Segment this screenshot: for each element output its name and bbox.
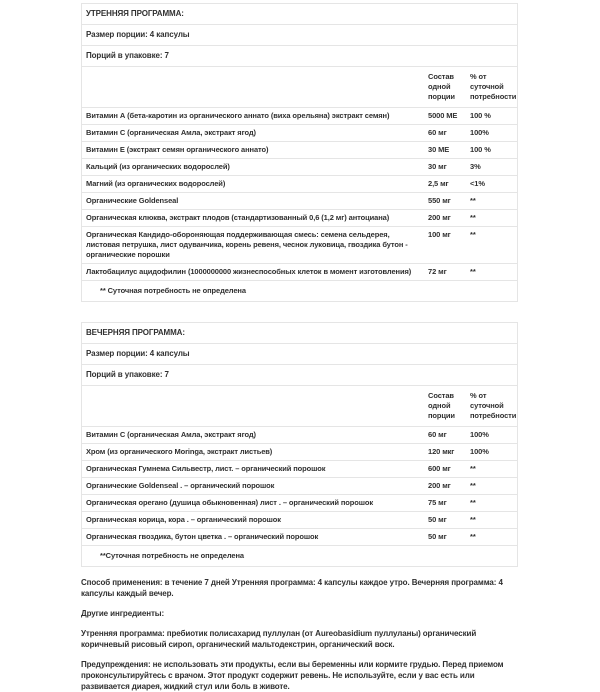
ingredient-daily-value: ** [470, 498, 476, 507]
ingredient-daily-value: 100% [470, 430, 489, 439]
program-title: ВЕЧЕРНЯЯ ПРОГРАММА: [86, 328, 185, 337]
ingredient-name: Органические Goldenseal . – органический порошок [86, 481, 275, 490]
servings-per-pack: Порций в упаковке: 7 [86, 370, 169, 379]
column-header-spacer [82, 386, 428, 426]
ingredient-row [82, 108, 517, 125]
ingredient-daily-value: ** [470, 196, 476, 205]
servings-per-pack: Порций в упаковке: 7 [86, 51, 169, 60]
column-header-row [82, 67, 517, 108]
footnote-row [82, 546, 517, 567]
ingredient-amount: 200 мг [428, 213, 451, 222]
ingredient-name: Органическая клюква, экстракт плодов (стандартизованный 0,6 (1,2 мг) антоциана) [86, 213, 390, 222]
program-title-row [82, 4, 517, 25]
ingredient-amount: 200 мг [428, 481, 451, 490]
ingredient-daily-value: 3% [470, 162, 481, 171]
ingredient-amount: 50 мг [428, 532, 447, 541]
other-ingredients-text: Утренняя программа: пребиотик полисахарид пуллулан (от Aureobasidium пуллуланы) органический коричневый рисовый сироп, органический мальтодекстрин, органический воск. [81, 629, 477, 649]
ingredient-daily-value: 100% [470, 447, 489, 456]
column-header-amount: Состав одной порции [428, 72, 455, 101]
column-header-daily-value: % от суточной потребности [470, 391, 517, 420]
ingredient-row [82, 444, 517, 461]
ingredient-name: Органические Goldenseal [86, 196, 179, 205]
ingredient-daily-value: 100 % [470, 145, 491, 154]
usage-directions: Способ применения: в течение 7 дней Утренняя программа: 4 капсулы каждое утро. Вечерняя программа: 4 капсулы каждый вечер. [81, 578, 503, 598]
daily-value-footnote: **Суточная потребность не определена [100, 551, 244, 560]
morning-ingredient-rows [82, 108, 517, 281]
daily-value-footnote: ** Суточная потребность не определена [100, 286, 246, 295]
ingredient-name: Хром (из органического Moringa, экстракт листьев) [86, 447, 273, 456]
ingredient-amount: 5000 МЕ [428, 111, 458, 120]
serving-size: Размер порции: 4 капсулы [86, 349, 190, 358]
program-title-row [82, 323, 517, 344]
column-header-amount: Состав одной порции [428, 391, 455, 420]
ingredient-amount: 550 мг [428, 196, 451, 205]
ingredient-daily-value: ** [470, 515, 476, 524]
ingredient-daily-value: ** [470, 213, 476, 222]
ingredient-amount: 30 МЕ [428, 145, 450, 154]
ingredient-daily-value: ** [470, 267, 476, 276]
ingredient-name: Кальций (из органических водорослей) [86, 162, 230, 171]
ingredient-amount: 60 мг [428, 128, 447, 137]
column-header-daily-value: % от суточной потребности [470, 72, 517, 101]
column-header-row [82, 386, 517, 427]
label-footer [81, 577, 518, 692]
ingredient-row [82, 427, 517, 444]
ingredient-row [82, 193, 517, 210]
ingredient-amount: 60 мг [428, 430, 447, 439]
ingredient-name: Органическая Кандидо-обороняющая поддерживающая смесь: семена сельдерея, листовая петрушка, лист одуванчика, корень ревеня, чеснок луковица, гвоздика бутон - органические порошки [86, 230, 408, 259]
ingredient-name: Магний (из органических водорослей) [86, 179, 226, 188]
ingredient-row [82, 227, 517, 264]
ingredient-row [82, 176, 517, 193]
ingredient-name: Органическая орегано (душица обыкновенная) лист . – органический порошок [86, 498, 373, 507]
serving-size-row [82, 344, 517, 365]
ingredient-name: Витамин Е (экстракт семян органического аннато) [86, 145, 269, 154]
ingredient-amount: 100 мг [428, 230, 451, 239]
table-gap [81, 302, 518, 322]
column-header-spacer [82, 67, 428, 107]
program-title: УТРЕННЯЯ ПРОГРАММА: [86, 9, 184, 18]
ingredient-name: Витамин А (бета-каротин из органического аннато (виха орельяна) экстракт семян) [86, 111, 390, 120]
evening-program-table [81, 322, 518, 567]
ingredient-amount: 75 мг [428, 498, 447, 507]
ingredient-row [82, 461, 517, 478]
serving-size: Размер порции: 4 капсулы [86, 30, 190, 39]
ingredient-name: Витамин С (органическая Амла, экстракт ягод) [86, 430, 256, 439]
ingredient-row [82, 159, 517, 176]
ingredient-daily-value: ** [470, 532, 476, 541]
ingredient-row [82, 125, 517, 142]
ingredient-row [82, 478, 517, 495]
footnote-row [82, 281, 517, 302]
ingredient-amount: 50 мг [428, 515, 447, 524]
ingredient-daily-value: ** [470, 481, 476, 490]
ingredient-daily-value: 100% [470, 128, 489, 137]
ingredient-row [82, 264, 517, 281]
ingredient-row [82, 512, 517, 529]
ingredient-name: Органическая корица, кора . – органический порошок [86, 515, 281, 524]
ingredient-row [82, 529, 517, 546]
warnings-text: Предупреждения: не использовать эти продукты, если вы беременны или кормите грудью. Перед приемом проконсультируйтесь с врачом. Этот продукт содержит ревень. Не используйте, если у вас есть или развивается диарея, жидкий стул или боль в животе. [81, 660, 504, 691]
ingredient-daily-value: 100 % [470, 111, 491, 120]
ingredient-amount: 72 мг [428, 267, 447, 276]
ingredient-daily-value: <1% [470, 179, 485, 188]
ingredient-daily-value: ** [470, 230, 476, 239]
serving-size-row [82, 25, 517, 46]
ingredient-name: Витамин С (органическая Амла, экстракт ягод) [86, 128, 256, 137]
ingredient-name: Органическая гвоздика, бутон цветка . – органический порошок [86, 532, 319, 541]
morning-program-table [81, 3, 518, 302]
ingredient-amount: 30 мг [428, 162, 447, 171]
evening-ingredient-rows [82, 427, 517, 546]
ingredient-daily-value: ** [470, 464, 476, 473]
servings-per-pack-row [82, 365, 517, 386]
ingredient-amount: 120 мкг [428, 447, 455, 456]
ingredient-row [82, 142, 517, 159]
ingredient-name: Лактобацилус ацидофилин (1000000000 жизнеспособных клеток в момент изготовления) [86, 267, 412, 276]
ingredient-amount: 2,5 мг [428, 179, 449, 188]
ingredient-amount: 600 мг [428, 464, 451, 473]
servings-per-pack-row [82, 46, 517, 67]
ingredient-name: Органическая Гумнема Сильвестр, лист. – органический порошок [86, 464, 326, 473]
other-ingredients-heading: Другие ингредиенты: [81, 609, 165, 618]
supplement-facts-label [81, 3, 518, 692]
ingredient-row [82, 210, 517, 227]
ingredient-row [82, 495, 517, 512]
